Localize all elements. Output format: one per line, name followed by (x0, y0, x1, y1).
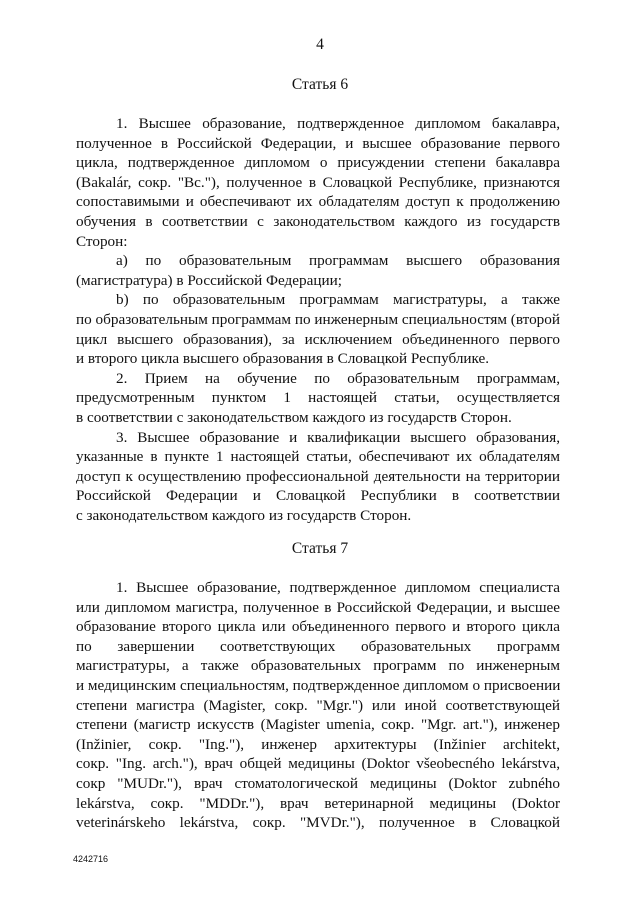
text-line: или дипломом магистра, полученное в Российской Федерации, и высшее (76, 598, 560, 616)
text-line: 1. Высшее образование, подтвержденное дипломом специалиста (116, 579, 560, 596)
text-line: в соответствии с законодательством каждого из государств Сторон. (76, 408, 512, 426)
text-line: магистратуры, а также образовательных программ по инженерным (76, 657, 560, 675)
article-7-title: Статья 7 (291, 540, 349, 557)
text-line: сокр. "Ing. arch."), врач общей медицины (Doktor všeobecného lekárstva, (76, 755, 560, 773)
text-line: предусмотренным пунктом 1 настоящей статьи, осуществляется (76, 389, 560, 407)
text-line: и медицинским специальностям, подтвержденное дипломом о присвоении (76, 676, 561, 694)
text-line: Сторон: (76, 232, 128, 250)
article-6-subitem-b (76, 290, 560, 368)
text-line: по образовательным программам по инженерным специальностям (второй (76, 310, 560, 328)
text-line: Российской Федерации и Словацкой Республики в соответствии (76, 487, 560, 505)
text-line: указанные в пункте 1 настоящей статьи, обеспечивают их обладателям (76, 448, 560, 466)
text-line: образование второго цикла или объединенного первого и второго цикла (76, 618, 560, 636)
text-line: с законодательством каждого из государств Сторон. (76, 506, 412, 524)
text-line: b) по образовательным программам магистратуры, а также (116, 291, 560, 309)
article-6-title: Статья 6 (291, 76, 349, 93)
text-line: сопоставимыми и обеспечивают их обладателям доступ к продолжению (76, 193, 560, 211)
text-line: сокр "MUDr."), врач стоматологической медицины (Doktor zubného (76, 774, 560, 792)
article-7-paragraph-1 (76, 578, 560, 833)
text-line: доступ к осуществлению профессиональной деятельности на территории (76, 467, 560, 485)
article-6-paragraph-3 (76, 428, 560, 526)
text-line: (магистратура) в Российской Федерации; (76, 271, 342, 289)
text-line: обучения в соответствии с законодательством каждого из государств (76, 212, 560, 230)
document-code: 4242716 (73, 854, 109, 864)
article-6-subitem-a (76, 251, 560, 290)
article-6-paragraph-2 (76, 369, 560, 428)
article-6-paragraph-1 (76, 114, 560, 251)
text-line: (Bakalár, сокр. "Bc."), полученное в Словацкой Республике, признаются (76, 173, 560, 191)
text-line: и второго цикла высшего образования в Словацкой Республике. (76, 350, 490, 368)
text-line: а) по образовательным программам высшего образования (116, 252, 560, 270)
text-line: полученное в Российской Федерации, и высшее образование первого (76, 134, 560, 152)
page-number: 4 (316, 36, 324, 53)
text-line: 2. Прием на обучение по образовательным программам, (116, 369, 560, 387)
text-line: veterinárskeho lekárstva, сокр. "MVDr."), полученное в Словацкой (76, 814, 560, 832)
text-line: 3. Высшее образование и квалификации высшего образования, (116, 428, 560, 446)
text-line: 1. Высшее образование, подтвержденное дипломом бакалавра, (116, 115, 560, 132)
text-line: (Inžinier, сокр. "Ing."), инженер архитектуры (Inžinier architekt, (76, 735, 560, 753)
text-line: цикла, подтвержденное дипломом о присуждении степени бакалавра (76, 154, 560, 172)
text-line: lekárstva, сокр. "MDDr."), врач ветеринарной медицины (Doktor (76, 794, 560, 812)
text-line: по завершении соответствующих образовательных программ (76, 637, 560, 655)
text-line: степени (магистр искусств (Magister umenia, сокр. "Mgr. art."), инженер (76, 716, 560, 734)
article-7-body (76, 578, 560, 833)
text-line: цикл высшего образования), за исключением объединенного первого (76, 330, 560, 348)
text-line: степени магистра (Magister, сокр. "Mgr.") или иной соответствующей (76, 696, 560, 714)
article-6-body (76, 114, 560, 525)
